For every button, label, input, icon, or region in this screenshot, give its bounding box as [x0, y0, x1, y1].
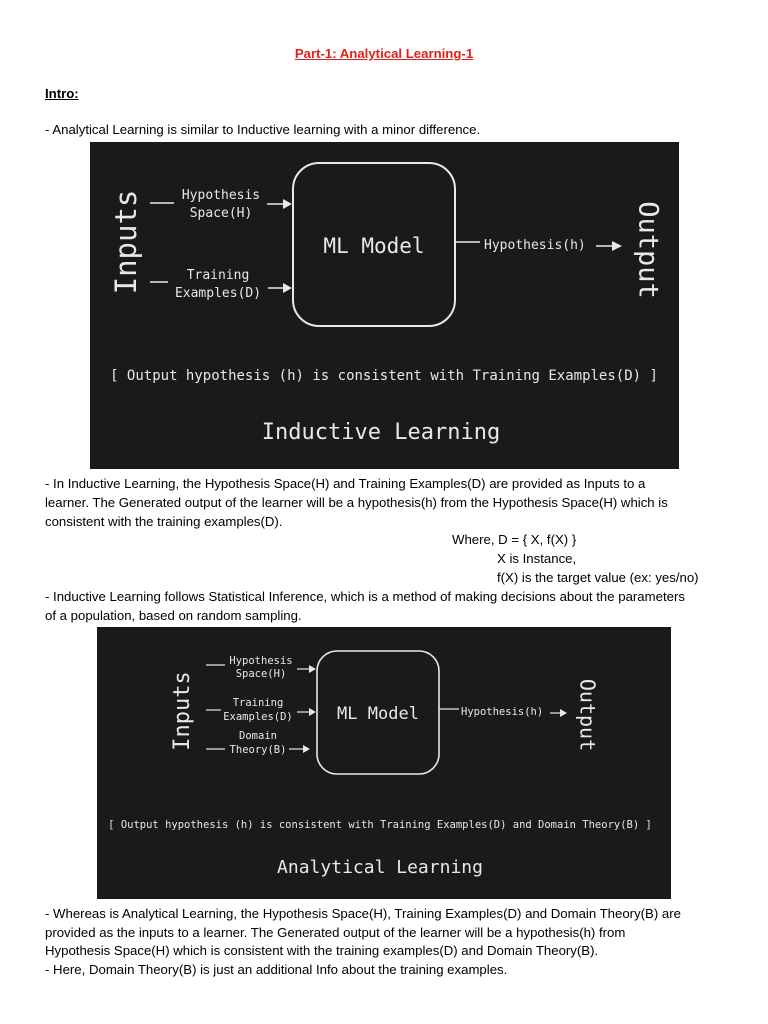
- ml-model-label: ML Model: [323, 234, 425, 258]
- paragraph-analytical-line2: provided as the inputs to a learner. The Generated output of the learner will be a hypothesis(h) from: [45, 925, 626, 940]
- input1-arrow-icon: [309, 665, 316, 673]
- input2-label-line2: Examples(D): [174, 286, 262, 301]
- input3-label-line1: Domain: [239, 730, 277, 742]
- consistency-note: [ Output hypothesis (h) is consistent with Training Examples(D) ]: [110, 368, 658, 384]
- input2-arrow-icon: [283, 283, 292, 293]
- ml-model-label: ML Model: [337, 704, 419, 724]
- input2-label-line1: Training: [232, 697, 284, 709]
- paragraph-domain-theory: - Here, Domain Theory(B) is just an additional Info about the training examples.: [45, 962, 508, 977]
- output-label: Output: [632, 201, 664, 299]
- paragraph-inductive-line3: consistent with the training examples(D).: [45, 514, 283, 529]
- input3-arrow-icon: [303, 745, 310, 753]
- paragraph-analytical-line3: Hypothesis Space(H) which is consistent with the training examples(D) and Domain Theory(B).: [45, 943, 599, 958]
- input2-label-line2: Examples(D): [223, 711, 293, 723]
- where-definition: Where, D = { X, f(X) }: [452, 532, 577, 547]
- input1-label-line2: Space(H): [189, 206, 253, 221]
- inductive-learning-diagram: [90, 142, 679, 469]
- paragraph-intro: - Analytical Learning is similar to Inductive learning with a minor difference.: [45, 122, 481, 137]
- input3-label-line2: Theory(B): [229, 744, 287, 756]
- where-instance: X is Instance,: [497, 551, 577, 566]
- consistency-note: [ Output hypothesis (h) is consistent with Training Examples(D) and Domain Theory(B) ]: [108, 819, 652, 831]
- page-title: Part-1: Analytical Learning-1: [294, 46, 474, 61]
- diagram-caption: Analytical Learning: [277, 857, 483, 878]
- paragraph-statistical-line1: - Inductive Learning follows Statistical Inference, which is a method of making decisions about the parameters: [45, 589, 685, 604]
- intro-heading: Intro:: [45, 86, 79, 101]
- paragraph-statistical-line2: of a population, based on random sampling.: [45, 608, 302, 623]
- input1-arrow-icon: [283, 199, 292, 209]
- hypothesis-label: Hypothesis(h): [484, 238, 586, 253]
- where-target: f(X) is the target value (ex: yes/no): [497, 570, 699, 585]
- inputs-label: Inputs: [109, 189, 143, 295]
- inputs-label: Inputs: [170, 671, 195, 751]
- paragraph-inductive-line1: - In Inductive Learning, the Hypothesis Space(H) and Training Examples(D) are provided as Inputs to a: [45, 476, 646, 491]
- paragraph-inductive-line2: learner. The Generated output of the learner will be a hypothesis(h) from the Hypothesis Space(H) which is: [45, 495, 668, 510]
- input1-label-line2: Space(H): [235, 668, 287, 680]
- output-label: Output: [575, 678, 600, 752]
- hypothesis-arrow-icon: [560, 709, 567, 717]
- paragraph-analytical-line1: - Whereas is Analytical Learning, the Hypothesis Space(H), Training Examples(D) and Domain Theory(B) are: [45, 906, 681, 921]
- hypothesis-label: Hypothesis(h): [461, 706, 544, 718]
- input1-label-line1: Hypothesis: [229, 655, 293, 667]
- input1-label-line1: Hypothesis: [181, 188, 261, 203]
- analytical-learning-diagram: [97, 627, 671, 899]
- hypothesis-arrow-icon: [612, 241, 622, 251]
- diagram-caption: Inductive Learning: [261, 420, 501, 445]
- input2-arrow-icon: [309, 708, 316, 716]
- input2-label-line1: Training: [186, 268, 250, 283]
